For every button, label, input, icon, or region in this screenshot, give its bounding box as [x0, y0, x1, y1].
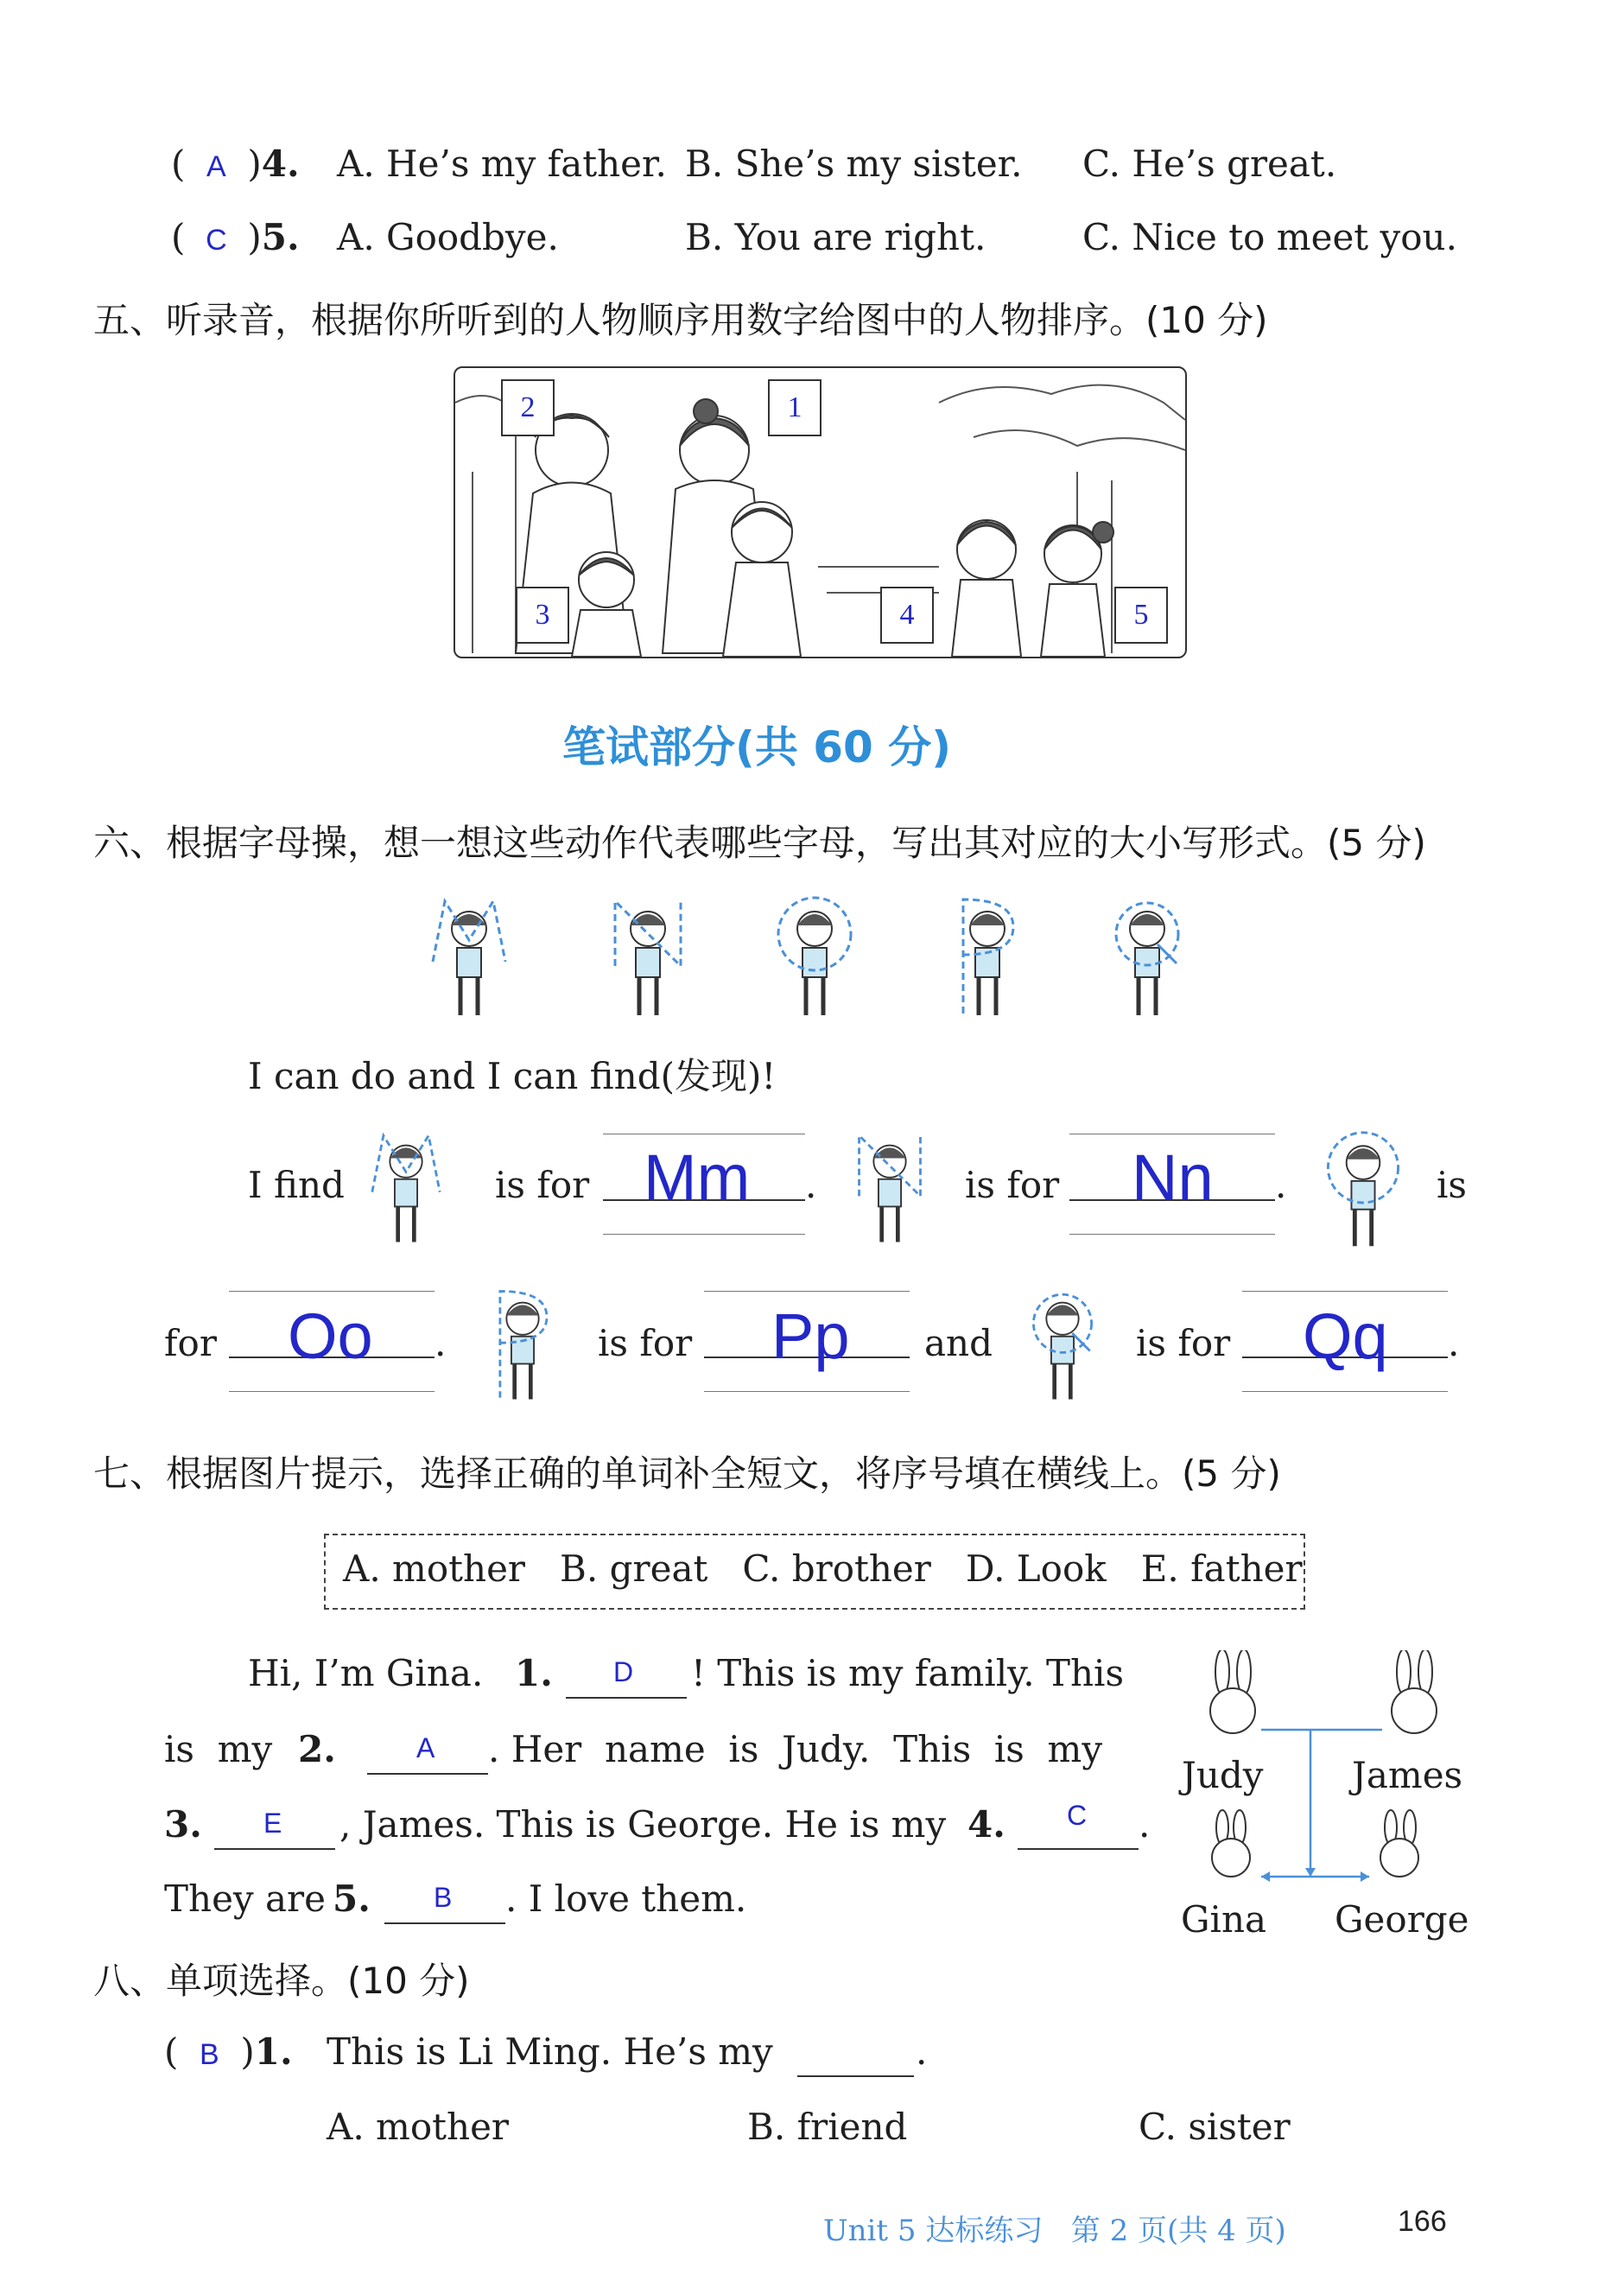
blank-answer-5: B [434, 1882, 453, 1913]
blank-answer-2: A [416, 1732, 435, 1763]
kid-letter-p-icon [944, 893, 1031, 1022]
kid-letter-m-icon [426, 893, 512, 1022]
section8-heading: 八、单项选择。(10 分) [93, 1960, 470, 2002]
passage-4b: . I love them. [505, 1878, 747, 1920]
q4-option-b: B. She’s my sister. [685, 143, 1023, 185]
is-for-text-1: is for [495, 1164, 590, 1206]
paren-open: ( [164, 2030, 179, 2073]
q5-option-a: A. Goodbye. [337, 216, 559, 258]
kid-letter-m-small-icon [358, 1128, 454, 1249]
period-p3: . [1139, 1803, 1151, 1846]
kid-letter-o-icon [771, 893, 858, 1022]
is-for-text-3: is for [598, 1322, 693, 1364]
period-2: . [1275, 1164, 1287, 1206]
answer-nn: Nn [1132, 1141, 1214, 1213]
s8-q1-row [164, 2030, 293, 2073]
kid-letter-o-small-icon [1320, 1128, 1406, 1253]
footer-page-number: 166 [1398, 2205, 1447, 2238]
passage-3b: , James. This is George. He is my [339, 1803, 947, 1846]
answer-pp: Pp [771, 1300, 850, 1372]
paren-open: ( [171, 143, 186, 185]
blank-num-3: 3. [164, 1803, 202, 1846]
passage-2a: is my [164, 1728, 273, 1770]
i-find-text: I find [248, 1164, 345, 1206]
blank-answer-4: C [1067, 1800, 1088, 1831]
and-text: and [924, 1322, 993, 1364]
number-box-4: 4 [880, 587, 934, 644]
answer-qq: Qq [1303, 1300, 1388, 1372]
written-part-title: 笔试部分(共 60 分) [562, 722, 952, 772]
period-4: . [1448, 1322, 1460, 1364]
word-options: A. mother B. great C. brother D. Look E. father [343, 1547, 1303, 1590]
passage-4a: They are [164, 1878, 326, 1920]
footer-unit: Unit 5 达标练习 第 2 页(共 4 页) [823, 2214, 1286, 2248]
name-judy: Judy [1182, 1754, 1264, 1796]
section5-heading: 五、听录音，根据你所听到的人物顺序用数字给图中的人物排序。(10 分) [93, 299, 1268, 341]
section7-heading: 七、根据图片提示，选择正确的单词补全短文，将序号填在横线上。(5 分) [93, 1452, 1281, 1495]
q5-number: 5. [261, 216, 300, 258]
q5-option-c: C. Nice to meet you. [1082, 216, 1457, 258]
paren-open: ( [171, 216, 186, 258]
kid-letter-q-icon [1104, 893, 1190, 1022]
name-james: James [1352, 1754, 1463, 1796]
s8-q1-option-b: B. friend [747, 2106, 908, 2148]
name-george: George [1335, 1898, 1469, 1941]
number-box-5: 5 [1114, 587, 1168, 644]
s8-q1-option-a: A. mother [327, 2106, 510, 2148]
blank-num-1: 1. [515, 1652, 553, 1694]
paren-close: ) [247, 143, 262, 185]
q5-row [171, 216, 300, 258]
paren-close: ) [247, 216, 262, 258]
answer-mm: Mm [644, 1141, 751, 1213]
blank-num-4: 4. [967, 1803, 1005, 1846]
kid-letter-n-icon [605, 893, 691, 1022]
kid-letter-p-small-icon [479, 1285, 566, 1406]
number-box-1: 2 [501, 379, 555, 436]
s8-q1-answer: B [200, 2038, 219, 2071]
q4-option-c: C. He’s great. [1082, 143, 1337, 185]
q5-option-b: B. You are right. [685, 216, 986, 258]
is-for-text-2: is for [965, 1164, 1060, 1206]
period-1: . [805, 1164, 817, 1206]
family-picture [454, 366, 1187, 658]
name-gina: Gina [1181, 1898, 1267, 1941]
answer-oo: Oo [288, 1300, 373, 1372]
for-text: for [164, 1322, 217, 1364]
period-3: . [435, 1322, 447, 1364]
q4-option-a: A. He’s my father. [337, 143, 667, 185]
blank-answer-3: E [263, 1808, 282, 1839]
q4-row [171, 143, 300, 185]
s8-q1-number: 1. [254, 2030, 293, 2073]
kid-letter-n-small-icon [847, 1128, 933, 1249]
blank-num-2: 2. [298, 1728, 336, 1770]
word-options-box [324, 1534, 1305, 1610]
passage-2b: . Her name is Judy. This is my [488, 1728, 1103, 1770]
is-text: is [1437, 1164, 1467, 1206]
passage-1b: ! This is my family. This [691, 1652, 1125, 1694]
q4-answer: A [206, 150, 226, 183]
paren-close: ) [240, 2030, 255, 2073]
section6-heading: 六、根据字母操，想一想这些动作代表哪些字母，写出其对应的大小写形式。(5 分) [93, 822, 1426, 864]
kid-letter-q-small-icon [1019, 1285, 1106, 1406]
number-box-2: 1 [768, 379, 822, 436]
is-for-text-4: is for [1136, 1322, 1231, 1364]
q4-number: 4. [261, 143, 300, 185]
section6-intro: I can do and I can find(发现)! [248, 1055, 777, 1097]
q5-answer: C [206, 224, 227, 257]
s8-q1-option-c: C. sister [1139, 2106, 1291, 2148]
s8-q1-text: This is Li Ming. He’s my [327, 2030, 773, 2073]
s8-q1-period: . [916, 2030, 928, 2073]
blank-answer-1: D [613, 1656, 634, 1687]
passage-1a: Hi, I’m Gina. [248, 1652, 484, 1694]
number-box-3: 3 [516, 587, 569, 644]
blank-num-5: 5. [333, 1878, 371, 1920]
